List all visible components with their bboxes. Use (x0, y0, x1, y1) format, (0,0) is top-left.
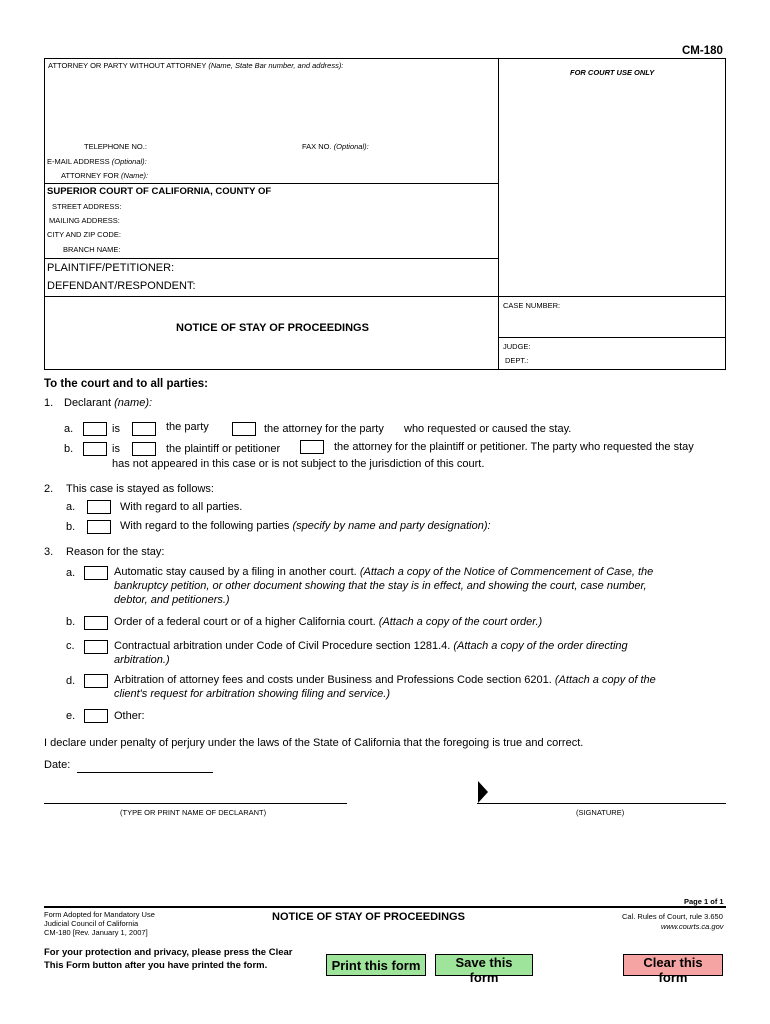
footer-rule (44, 906, 726, 908)
item3a-hint-line2: bankruptcy petition, or other document showing that the stay is in effect, and showing the court, case number, (114, 580, 647, 592)
plaintiff-label: PLAINTIFF/PETITIONER: (47, 262, 175, 274)
mailing-label: MAILING ADDRESS: (49, 216, 120, 225)
item3e-letter: e. (66, 710, 76, 722)
defendant-label: DEFENDANT/RESPONDENT: (47, 280, 196, 292)
item1a-who-text: who requested or caused the stay. (404, 423, 572, 435)
item3-number: 3. (44, 546, 54, 558)
clear-form-button[interactable]: Clear this form (623, 954, 723, 976)
item1b-plaintiff-text: the plaintiff or petitioner (166, 443, 281, 455)
footer-title: NOTICE OF STAY OF PROCEEDINGS (272, 911, 465, 923)
header-divider (498, 58, 499, 370)
item3b-letter: b. (66, 616, 76, 628)
city-label: CITY AND ZIP CODE: (47, 230, 121, 239)
item2b-letter: b. (66, 521, 76, 533)
adopted-line3: CM-180 [Rev. January 1, 2007] (44, 928, 148, 937)
adopted-line2: Judicial Council of California (44, 919, 139, 928)
attorney-label: ATTORNEY OR PARTY WITHOUT ATTORNEY (Name, State Bar number, and address): (48, 61, 344, 70)
adopted-line1: Form Adopted for Mandatory Use (44, 910, 155, 919)
item2a-letter: a. (66, 501, 76, 513)
document-title: NOTICE OF STAY OF PROCEEDINGS (176, 322, 369, 334)
print-form-button[interactable]: Print this form (326, 954, 426, 976)
checkbox-1a-party[interactable] (132, 422, 156, 436)
dept-label: DEPT.: (505, 356, 529, 365)
form-number: CM-180 (682, 45, 723, 57)
item3a-hint-line3: debtor, and petitioners.) (114, 594, 230, 606)
item1b-attorney-text: the attorney for the plaintiff or petitioner. The party who requested the stay (334, 441, 694, 453)
court-title: SUPERIOR COURT OF CALIFORNIA, COUNTY OF (47, 186, 272, 197)
item3-label: Reason for the stay: (66, 546, 165, 558)
checkbox-3a[interactable] (84, 566, 108, 580)
item1a-party-text: the party (166, 421, 209, 433)
item2-label: This case is stayed as follows: (66, 483, 214, 495)
item3c-text: Contractual arbitration under Code of Civil Procedure section 1281.4. (Attach a copy of the order directing (114, 640, 628, 652)
item3a-text: Automatic stay caused by a filing in another court. (Attach a copy of the Notice of Commencement of Case, the (114, 566, 654, 578)
to-court-heading: To the court and to all parties: (44, 378, 208, 390)
item1a-attorney-text: the attorney for the party (264, 423, 384, 435)
checkbox-1b-attorney[interactable] (300, 440, 324, 454)
checkbox-1a-attorney[interactable] (232, 422, 256, 436)
signature-arrow-icon (477, 780, 489, 804)
checkbox-1b-plaintiff[interactable] (132, 442, 156, 456)
item1b-continuation: has not appeared in this case or is not subject to the jurisdiction of this court. (112, 458, 485, 470)
item1a-letter: a. (64, 423, 74, 435)
item3d-letter: d. (66, 675, 76, 687)
date-field[interactable] (77, 772, 213, 773)
checkbox-3e[interactable] (84, 709, 108, 723)
header-box (44, 58, 726, 370)
checkbox-3d[interactable] (84, 674, 108, 688)
checkbox-3c[interactable] (84, 640, 108, 654)
rules-citation: Cal. Rules of Court, rule 3.650 (622, 912, 723, 921)
item2a-text: With regard to all parties. (120, 501, 243, 513)
signature-field[interactable] (477, 803, 726, 804)
attorney-for-label: ATTORNEY FOR (Name): (61, 171, 149, 180)
privacy-note-line2: This Form button after you have printed the form. (44, 960, 268, 971)
street-label: STREET ADDRESS: (52, 202, 122, 211)
telephone-label: TELEPHONE NO.: (84, 142, 147, 151)
item3a-letter: a. (66, 567, 76, 579)
item3d-hint-line2: client's request for arbitration showing filing and service.) (114, 688, 391, 700)
judge-label: JUDGE: (503, 342, 531, 351)
fax-label: FAX NO. (Optional): (302, 142, 369, 151)
declarant-name-label: (TYPE OR PRINT NAME OF DECLARANT) (120, 808, 267, 817)
checkbox-2a[interactable] (87, 500, 111, 514)
signature-label: (SIGNATURE) (576, 808, 625, 817)
item1-label: Declarant (name): (64, 397, 153, 409)
item1b-is: is (112, 443, 120, 455)
checkbox-1a-is[interactable] (83, 422, 107, 436)
email-label: E-MAIL ADDRESS (Optional): (47, 157, 147, 166)
date-label: Date: (44, 759, 71, 771)
item3b-text: Order of a federal court or of a higher California court. (Attach a copy of the court order.) (114, 616, 543, 628)
item2b-text: With regard to the following parties (specify by name and party designation): (120, 520, 491, 532)
court-use-label: FOR COURT USE ONLY (570, 68, 655, 77)
branch-label: BRANCH NAME: (63, 245, 121, 254)
checkbox-2b[interactable] (87, 520, 111, 534)
item1-number: 1. (44, 397, 54, 409)
item3c-letter: c. (66, 640, 75, 652)
declaration-text: I declare under penalty of perjury under the laws of the State of California that the foregoing is true and correct. (44, 737, 584, 749)
item1a-is: is (112, 423, 120, 435)
checkbox-3b[interactable] (84, 616, 108, 630)
item1b-letter: b. (64, 443, 74, 455)
item3c-hint-line2: arbitration.) (114, 654, 170, 666)
item3d-text: Arbitration of attorney fees and costs under Business and Professions Code section 6201. (Attach a copy of the (114, 674, 656, 686)
item3e-text: Other: (114, 710, 145, 722)
case-number-label: CASE NUMBER: (503, 301, 561, 310)
privacy-note-line1: For your protection and privacy, please press the Clear (44, 947, 293, 958)
page-number: Page 1 of 1 (684, 897, 724, 906)
checkbox-1b-is[interactable] (83, 442, 107, 456)
item2-number: 2. (44, 483, 54, 495)
save-form-button[interactable]: Save this form (435, 954, 533, 976)
website-link[interactable]: www.courts.ca.gov (661, 922, 724, 931)
declarant-name-field[interactable] (44, 803, 347, 804)
